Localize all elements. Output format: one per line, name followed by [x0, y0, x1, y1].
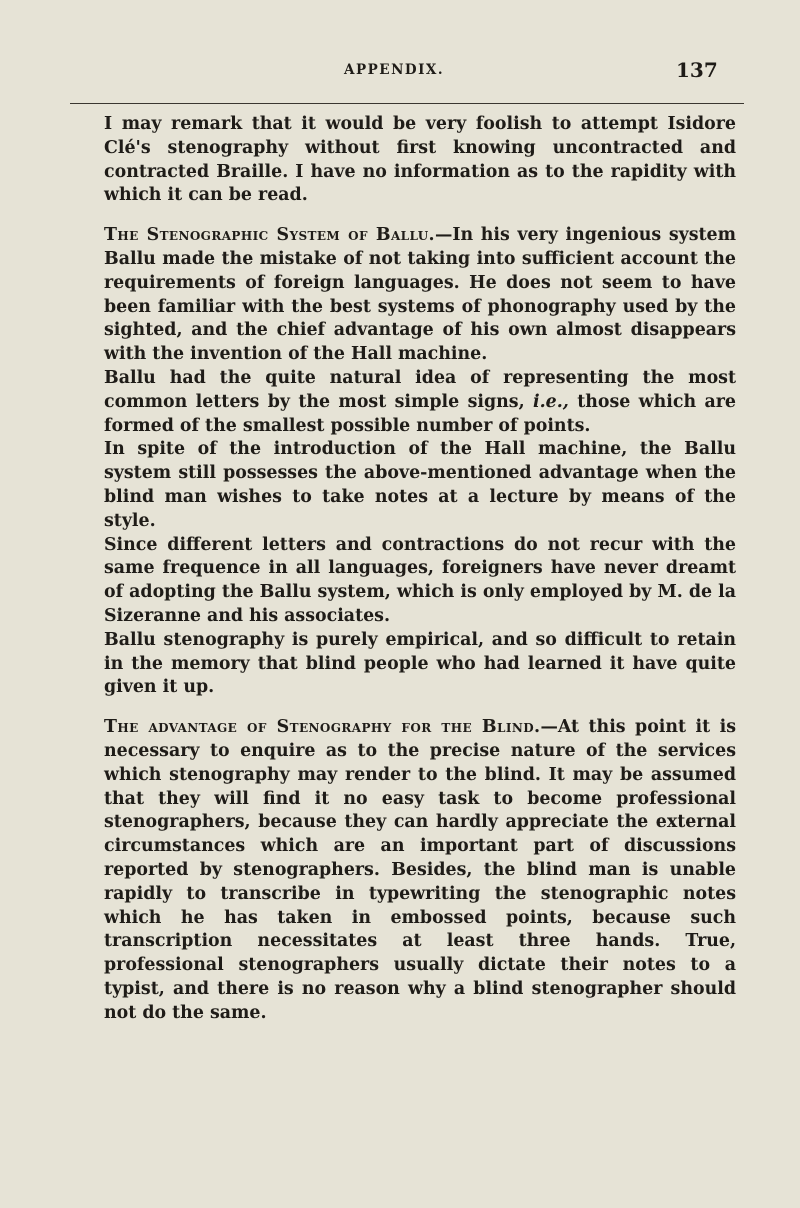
paragraph-3-text-end: those which are formed of the smallest possible number of points.: [104, 391, 736, 436]
paragraph-3-text-start: Ballu had the quite natural idea of representing the most common letters by the most simple signs,: [104, 367, 736, 412]
page-number: 137: [676, 58, 718, 82]
paragraph-5: Since different letters and contractions do not recur with the same frequence in all languages, foreigners have never dreamt of adopting the Ballu system, which is only employed by M. de la Sizeranne and his associates.: [104, 534, 736, 626]
paragraph-3: [104, 367, 736, 438]
paragraph-7-text: —At this point it is necessary to enquire as to the precise nature of the services which stenography may render to the blind. It may be assumed that they will find it no easy task to become professional stenographers, because they can hardly appreciate the external circumstances which are an important part of discussions reported by stenographers. Besides, the blind man is unable rapidly to transcribe in typewriting the stenographic notes which he has taken in embossed points, because such transcription necessitates at least three hands. True, professional stenographers usually dictate their notes to a typist, and there is no reason why a blind stenographer should not do the same.: [104, 717, 737, 1023]
paragraph-4: In spite of the introduction of the Hall machine, the Ballu system still possesses the above-mentioned advantage when the blind man wishes to take notes at a lecture by means of the style.: [104, 439, 736, 531]
section-heading-advantage: The advantage of Stenography for the Blind.: [104, 717, 541, 738]
body-text: [104, 113, 736, 1025]
paragraph-2-text: —In his very ingenious system Ballu made the mistake of not taking into sufficient account the requirements of foreign languages. He does not seem to have been familiar with the best systems of phonography used by the sighted, and the chief advantage of his own almost disappears with the invention of the Hall machine.: [104, 225, 737, 365]
header-rule: [70, 103, 744, 104]
paragraph-3-italic: i.e.,: [532, 391, 569, 412]
paragraph-7: [104, 716, 736, 1025]
running-head: APPENDIX.: [344, 62, 445, 78]
section-heading-ballu: The Stenographic System of Ballu.: [104, 225, 436, 246]
paragraph-6: Ballu stenography is purely empirical, and so difficult to retain in the memory that blind people who had learned it have quite given it up.: [104, 629, 736, 698]
paragraph-1: I may remark that it would be very foolish to attempt Isidore Clé's stenography without first knowing uncontracted and contracted Braille. I have no information as to the rapidity with which it can be read.: [104, 114, 736, 206]
paragraph-2: [104, 224, 736, 367]
